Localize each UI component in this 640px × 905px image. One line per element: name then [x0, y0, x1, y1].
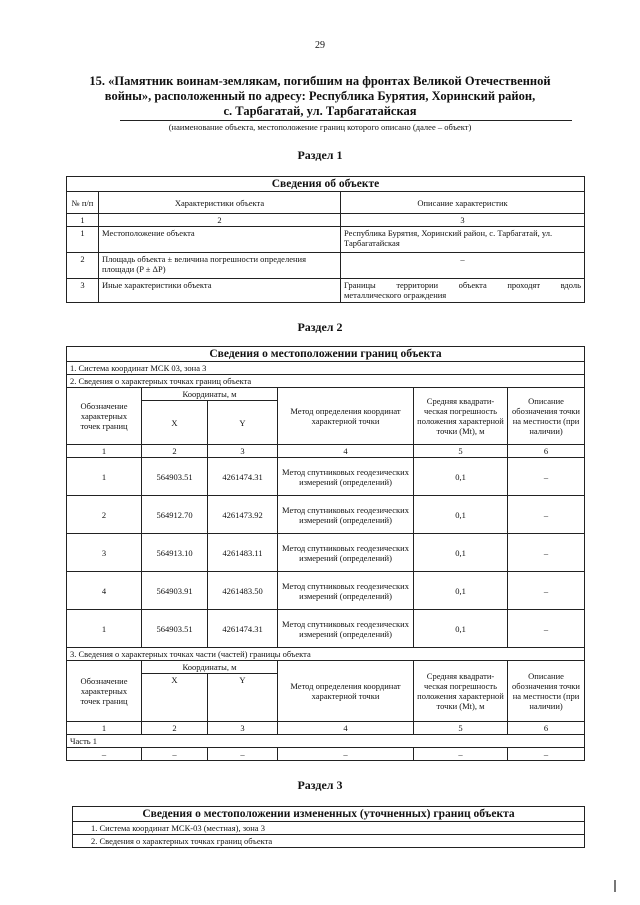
column-header: Координаты, м [142, 388, 278, 401]
point-x: 564903.51 [142, 610, 208, 648]
column-index: 6 [508, 445, 585, 458]
parts-subtitle: 3. Сведения о характерных точках части (частей) границы объекта [67, 648, 585, 661]
points-subtitle: 2. Сведения о характерных точках границ объекта [73, 835, 585, 848]
point-y: 4261474.31 [208, 610, 278, 648]
column-index: 2 [142, 445, 208, 458]
coordinate-system: 1. Система координат МСК-03 (местная), зона 3 [73, 822, 585, 835]
characteristic-value-line: Границы территории объекта проходят вдоль [344, 280, 581, 290]
points-subtitle: 2. Сведения о характерных точках границ объекта [67, 375, 585, 388]
column-header: Средняя квадрати-ческая погрешность положения характерной точки (Mt), м [414, 388, 508, 445]
page-number: 29 [315, 40, 325, 51]
column-header: Y [208, 401, 278, 445]
part-label: Часть 1 [67, 735, 585, 748]
column-header: Описание обозначения точки на местности (при наличии) [508, 661, 585, 722]
section-3-heading: Раздел 3 [297, 778, 343, 792]
object-title-line: 15. «Памятник воинам-землякам, погибшим на фронтах Великой Отечественной [89, 74, 551, 88]
point-x: 564913.10 [142, 534, 208, 572]
changed-boundaries-table [72, 806, 585, 848]
part-cell: – [67, 748, 142, 761]
column-index: 1 [67, 214, 99, 227]
characteristic-name: Площадь объекта ± величина погрешности определения площади (P ± ΔP) [99, 253, 341, 279]
point-description: – [508, 572, 585, 610]
column-index: 6 [508, 722, 585, 735]
table-row [67, 253, 585, 279]
table-row [67, 748, 585, 761]
point-x: 564912.70 [142, 496, 208, 534]
column-header: Обозначение характерных точек границ [67, 661, 142, 722]
section-2-heading: Раздел 2 [297, 320, 343, 334]
table-title: Сведения об объекте [67, 177, 585, 192]
characteristic-name: Иные характеристики объекта [99, 279, 341, 303]
point-description: – [508, 496, 585, 534]
point-id: 4 [67, 572, 142, 610]
column-index: 1 [67, 722, 142, 735]
characteristic-name: Местоположение объекта [99, 227, 341, 253]
part-cell: – [208, 748, 278, 761]
point-id: 1 [67, 458, 142, 496]
column-index: 3 [341, 214, 585, 227]
characteristic-value-line: металлического ограждения [344, 290, 447, 300]
column-header: Описание характеристик [341, 192, 585, 214]
column-header: Метод определения координат характерной точки [278, 661, 414, 722]
table-row [67, 458, 585, 496]
part-cell: – [142, 748, 208, 761]
boundary-location-table [66, 346, 585, 761]
point-description: – [508, 610, 585, 648]
characteristic-value: Республика Бурятия, Хоринский район, с. Тарбагатай, ул. Тарбагатайская [341, 227, 585, 253]
object-info-table [66, 176, 585, 303]
column-index: 5 [414, 722, 508, 735]
object-title [78, 74, 562, 119]
table-row [67, 227, 585, 253]
row-number: 2 [67, 253, 99, 279]
table-row [67, 279, 585, 303]
scan-margin-mark [614, 880, 626, 892]
object-title-line: с. Тарбагатай, ул. Тарбагатайская [223, 104, 417, 118]
point-y: 4261483.50 [208, 572, 278, 610]
point-y: 4261483.11 [208, 534, 278, 572]
title-underline [120, 120, 572, 121]
point-description: – [508, 458, 585, 496]
point-id: 3 [67, 534, 142, 572]
point-method: Метод спутниковых геодезических измерений (определений) [278, 572, 414, 610]
point-method: Метод спутниковых геодезических измерений (определений) [278, 610, 414, 648]
coordinate-system: 1. Система координат МСК 03, зона 3 [67, 362, 585, 375]
row-number: 3 [67, 279, 99, 303]
characteristic-value: – [341, 253, 585, 279]
point-error: 0,1 [414, 572, 508, 610]
point-method: Метод спутниковых геодезических измерений (определений) [278, 496, 414, 534]
column-index: 3 [208, 445, 278, 458]
column-index: 2 [99, 214, 341, 227]
point-method: Метод спутниковых геодезических измерений (определений) [278, 458, 414, 496]
part-cell: – [508, 748, 585, 761]
column-index: 2 [142, 722, 208, 735]
point-y: 4261473.92 [208, 496, 278, 534]
table-row [67, 496, 585, 534]
table-title: Сведения о местоположении границ объекта [67, 347, 585, 362]
column-index: 5 [414, 445, 508, 458]
column-header: Координаты, м [142, 661, 278, 674]
title-caption: (наименование объекта, местоположение границ которого описано (далее – объект) [168, 122, 472, 132]
column-header: X [142, 674, 208, 722]
table-title: Сведения о местоположении измененных (уточненных) границ объекта [73, 807, 585, 822]
column-header: Обозначение характерных точек границ [67, 388, 142, 445]
point-description: – [508, 534, 585, 572]
point-x: 564903.91 [142, 572, 208, 610]
point-x: 564903.51 [142, 458, 208, 496]
point-id: 2 [67, 496, 142, 534]
point-error: 0,1 [414, 534, 508, 572]
part-cell: – [414, 748, 508, 761]
column-header: Y [208, 674, 278, 722]
part-cell: – [278, 748, 414, 761]
section-1-heading: Раздел 1 [297, 148, 343, 162]
table-row [67, 610, 585, 648]
column-header: Характеристики объекта [99, 192, 341, 214]
column-index: 1 [67, 445, 142, 458]
point-id: 1 [67, 610, 142, 648]
point-error: 0,1 [414, 458, 508, 496]
column-header: № п/п [67, 192, 99, 214]
column-header: Описание обозначения точки на местности (при наличии) [508, 388, 585, 445]
point-method: Метод спутниковых геодезических измерений (определений) [278, 534, 414, 572]
column-header: Средняя квадрати-ческая погрешность положения характерной точки (Mt), м [414, 661, 508, 722]
column-index: 3 [208, 722, 278, 735]
point-error: 0,1 [414, 610, 508, 648]
column-index: 4 [278, 722, 414, 735]
column-header: X [142, 401, 208, 445]
table-row [67, 534, 585, 572]
column-index: 4 [278, 445, 414, 458]
row-number: 1 [67, 227, 99, 253]
column-header: Метод определения координат характерной точки [278, 388, 414, 445]
object-title-line: войны», расположенный по адресу: Республика Бурятия, Хоринский район, [104, 89, 536, 103]
characteristic-value [341, 279, 585, 303]
point-y: 4261474.31 [208, 458, 278, 496]
point-error: 0,1 [414, 496, 508, 534]
table-row [67, 572, 585, 610]
